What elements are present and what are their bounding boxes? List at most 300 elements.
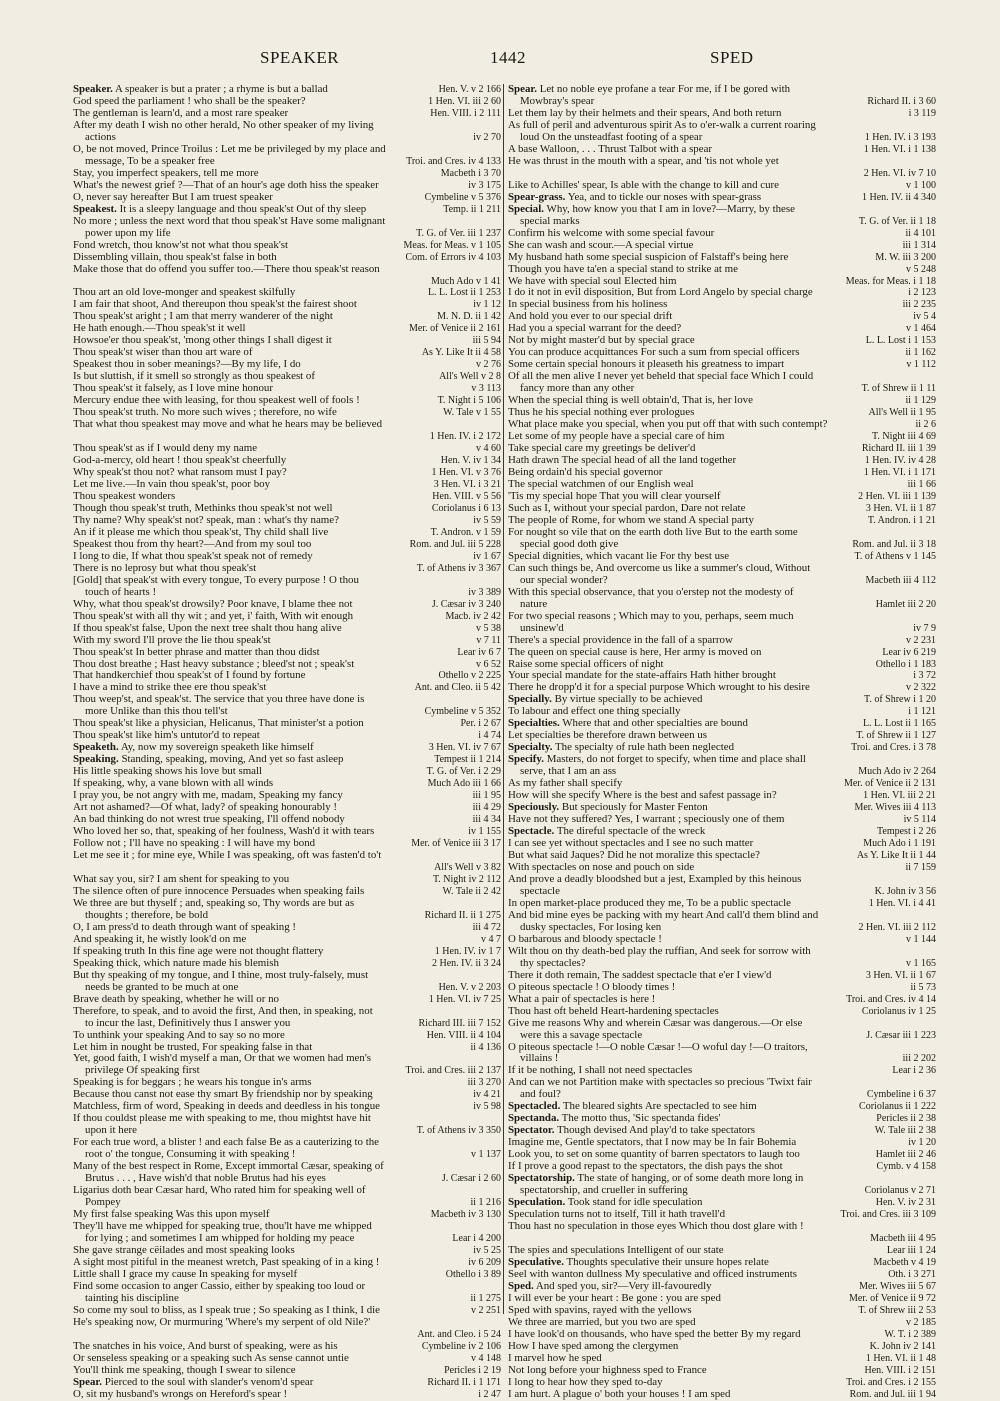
citation-reference: iii 2 202 — [902, 1053, 936, 1065]
quotation-text — [508, 1113, 720, 1125]
quotation-line — [73, 371, 501, 383]
quotation-line — [508, 1365, 936, 1377]
quotation-text — [73, 742, 314, 754]
quotation-line — [508, 934, 936, 946]
quotation-text — [508, 1281, 712, 1293]
quotation-line — [73, 934, 501, 946]
quotation-text — [73, 1281, 365, 1293]
citation-reference: v 5 248 — [906, 263, 936, 275]
quotation-text — [508, 1197, 702, 1209]
quotation-line — [508, 96, 936, 108]
citation-reference: Hen. V. v 2 166 — [438, 84, 501, 95]
citation-reference: 1 Hen. VI. iv 7 25 — [428, 993, 501, 1005]
quotation-text — [73, 1053, 371, 1065]
quotation-body: And hold you ever to our special drift — [508, 311, 673, 323]
quotation-body: And can we not Partition make with spectacles so precious 'Twixt fair — [508, 1077, 812, 1089]
quotation-body: fancy more than any other — [520, 383, 635, 395]
quotation-line — [508, 1221, 936, 1233]
quotation-text — [73, 1209, 269, 1221]
quotation-text — [508, 778, 622, 790]
quotation-line — [508, 479, 936, 491]
citation-reference: Othello v 2 225 — [438, 670, 501, 682]
quotation-text — [520, 1089, 561, 1101]
quotation-line — [73, 814, 501, 826]
quotation-line — [73, 551, 501, 563]
citation-reference: Com. of Errors iv 4 103 — [405, 251, 501, 263]
citation-reference: T. of Athens iv 3 350 — [416, 1125, 501, 1137]
quotation-text — [73, 1161, 384, 1173]
quotation-line — [73, 563, 501, 575]
quotation-body: Hath drawn The special head of all the land together — [508, 455, 737, 467]
citation-reference: Hen. VIII. ii 4 104 — [426, 1029, 501, 1041]
quotation-line — [73, 264, 501, 276]
quotation-line — [73, 479, 501, 491]
quotation-text — [73, 934, 246, 946]
quotation-line — [508, 371, 936, 383]
header-right-word: SPED — [710, 48, 754, 67]
quotation-text — [508, 718, 748, 730]
headword: Specially. — [508, 694, 552, 706]
citation-reference: Hen. VIII. i 2 151 — [864, 1364, 936, 1376]
quotation-text — [73, 1101, 380, 1113]
quotation-line — [73, 132, 501, 144]
quotation-line — [508, 682, 936, 694]
quotation-line — [73, 287, 501, 299]
citation-reference: Othello i 3 89 — [445, 1268, 501, 1280]
headword-entry — [508, 192, 936, 204]
citation-reference: Meas. for Meas. i 1 18 — [845, 275, 936, 287]
quotation-text — [73, 814, 345, 826]
quotation-text — [73, 1365, 296, 1377]
quotation-text — [73, 623, 342, 635]
citation-reference: iv 5 114 — [903, 814, 936, 826]
quotation-line — [73, 946, 501, 958]
quotation-text — [508, 371, 813, 383]
quotation-text — [85, 1149, 295, 1161]
quotation-body: special good doth give — [520, 538, 619, 550]
quotation-body: She gave strange cëilades and most speaking looks — [73, 1244, 295, 1256]
quotation-body: I have a mind to strike thee ere thou speak'st — [73, 682, 267, 694]
citation-reference: iii 4 72 — [472, 921, 501, 933]
citation-reference: ii 4 136 — [470, 1041, 501, 1053]
quotation-text — [73, 1137, 379, 1149]
quotation-body: The spies and speculations Intelligent of our state — [508, 1244, 724, 1256]
headword: Specialty. — [508, 742, 553, 754]
quotation-line — [508, 323, 936, 335]
quotation-text — [508, 1042, 808, 1054]
quotation-text — [73, 108, 288, 120]
quotation-body: Thou speak'st like a physician, Helicanus, That minister'st a potion — [73, 718, 364, 730]
quotation-body: God-a-mercy, old heart ! thou speak'st cheerfully — [73, 455, 287, 467]
quotation-body: Little shall I grace my cause In speaking for myself — [73, 1268, 298, 1280]
quotation-line — [73, 515, 501, 527]
quotation-body: more Unlike than this thou tell'st — [85, 706, 228, 718]
headword: Speaker. — [73, 84, 113, 95]
quotation-line — [73, 1269, 501, 1281]
quotation-body: Yea, and to tickle our noses with spear-grass — [567, 191, 762, 203]
quotation-body: O piteous spectacle ! O bloody times ! — [508, 981, 676, 993]
quotation-text — [508, 419, 827, 431]
quotation-body: If thou couldst please me with speaking to me, thou mightst have hit — [73, 1113, 371, 1125]
quotation-line — [73, 706, 501, 718]
quotation-body: Your special mandate for the state-affairs Hath hither brought — [508, 670, 776, 682]
quotation-line — [508, 467, 936, 479]
quotation-line — [73, 323, 501, 335]
quotation-text — [73, 287, 295, 299]
quotation-text — [73, 515, 339, 527]
quotation-body: Thou dost breathe ; Hast heavy substance ; bleed'st not ; speak'st — [73, 658, 355, 670]
quotation-line — [508, 874, 936, 886]
quotation-body: Can such things be, And overcome us like a summer's cloud, Without — [508, 562, 811, 574]
quotation-body: our special wonder? — [520, 574, 608, 586]
headword-entry — [508, 1113, 936, 1125]
headword-entry — [508, 1197, 936, 1209]
quotation-body: My first false speaking Was this upon myself — [73, 1209, 270, 1221]
quotation-text — [73, 1185, 366, 1197]
quotation-text — [508, 850, 760, 862]
headword-entry — [508, 742, 936, 754]
quotation-line — [73, 982, 501, 994]
quotation-body: Speakest thou in sober meanings?—By my life, I do — [73, 359, 301, 371]
quotation-text — [508, 1269, 797, 1281]
headword: Spectacled. — [508, 1101, 561, 1113]
quotation-text — [508, 359, 784, 371]
headword-entry — [508, 1173, 936, 1185]
quotation-body: Speakest thou from thy heart?—And from my soul too — [73, 538, 312, 550]
quotation-line — [73, 623, 501, 635]
quotation-line — [73, 1125, 501, 1137]
quotation-text — [508, 491, 720, 503]
quotation-text — [508, 1173, 803, 1185]
quotation-text — [508, 647, 761, 659]
citation-reference: v 2 76 — [476, 359, 501, 371]
quotation-text — [508, 1161, 783, 1173]
quotation-line — [508, 1161, 936, 1173]
quotation-body: We have with special soul Elected him — [508, 275, 677, 287]
quotation-body: The snatches in his voice, And burst of speaking, were as his — [73, 1340, 338, 1352]
quotation-text — [73, 682, 266, 694]
quotation-body: O piteous spectacle !—O noble Cæsar !—O woful day !—O traitors, — [508, 1041, 808, 1053]
quotation-body: Make those that do offend you suffer too.—There thou speak'st reason — [73, 263, 380, 275]
quotation-line — [73, 1030, 501, 1042]
quotation-text — [508, 862, 694, 874]
quotation-text — [508, 1377, 663, 1389]
quotation-line — [73, 240, 501, 252]
quotation-text — [520, 383, 634, 395]
quotation-line — [508, 1341, 936, 1353]
quotation-line — [508, 563, 936, 575]
quotation-body: An if it please me which thou speak'st, Thy child shall live — [73, 526, 329, 538]
citation-reference: iv 5 59 — [473, 514, 501, 526]
quotation-line — [73, 1173, 501, 1185]
quotation-text — [73, 323, 246, 335]
quotation-body: Many of the best respect in Rome, Except immortal Cæsar, speaking of — [73, 1161, 384, 1173]
quotation-body: You'll think me speaking, though I swear to silence — [73, 1364, 296, 1376]
citation-reference: Hen. V. v 2 203 — [438, 981, 501, 993]
quotation-text — [73, 216, 385, 228]
headword: Sped. — [508, 1280, 534, 1292]
citation-reference: Lear iv 6 219 — [882, 646, 936, 658]
quotation-text — [73, 850, 381, 862]
quotation-line — [73, 1245, 501, 1257]
quotation-body: How will she specify Where is the best and safest passage in? — [508, 790, 777, 802]
quotation-text — [73, 611, 353, 623]
quotation-text — [85, 1233, 354, 1245]
quotation-text — [508, 180, 779, 192]
citation-reference: i 1 121 — [908, 706, 936, 718]
quotation-body: The silence often of pure innocence Persuades when speaking fails — [73, 885, 365, 897]
quotation-line — [73, 383, 501, 395]
quotation-body: The special watchmen of our English weal — [508, 478, 694, 490]
quotation-text — [73, 252, 277, 264]
citation-reference: iii 3 270 — [467, 1077, 501, 1089]
quotation-body: dusky spectacles, For losing ken — [520, 921, 662, 933]
quotation-line — [73, 670, 501, 682]
quotation-line — [508, 491, 936, 503]
quotation-line — [508, 575, 936, 587]
citation-reference: Hen. V. iv 1 34 — [440, 455, 501, 467]
quotation-body: Let him in nought be trusted, For speaking false in that — [73, 1041, 313, 1053]
running-header — [70, 48, 930, 72]
quotation-line — [508, 443, 936, 455]
quotation-line — [508, 814, 936, 826]
quotation-body: thy spectacles? — [520, 957, 586, 969]
quotation-text — [508, 838, 753, 850]
quotation-text — [508, 431, 725, 443]
citation-reference: v 1 464 — [906, 323, 936, 335]
citation-reference: 1 Hen. IV. iv 4 28 — [864, 455, 936, 467]
quotation-line — [73, 1089, 501, 1101]
quotation-line — [508, 276, 936, 288]
quotation-text — [508, 1137, 796, 1149]
quotation-body: The bleared sights Are spectacled to see him — [562, 1101, 757, 1113]
headword: Spectatorship. — [508, 1173, 575, 1185]
quotation-line — [508, 407, 936, 419]
quotation-body: needs be granted to be much at one — [85, 981, 239, 993]
quotation-body: It is a sleepy language and thou speak'st Out of thy sleep — [119, 203, 367, 215]
citation-reference: 1 Hen. IV. i 2 172 — [429, 431, 501, 443]
citation-reference: Hen. V. iv 2 31 — [875, 1197, 936, 1209]
citation-reference: iv 1 155 — [468, 826, 501, 838]
quotation-line — [73, 826, 501, 838]
quotation-line — [73, 850, 501, 862]
quotation-text — [73, 503, 333, 515]
quotation-line — [508, 144, 936, 156]
quotation-text — [508, 479, 694, 491]
citation-reference: Cymbeline v 5 376 — [424, 191, 501, 203]
quotation-text — [508, 587, 794, 599]
quotation-text — [508, 204, 795, 216]
quotation-line — [73, 216, 501, 228]
citation-reference: Cymbeline i 6 37 — [866, 1089, 936, 1101]
citation-reference: Temp. ii 1 211 — [443, 203, 501, 215]
headword-entry — [508, 802, 936, 814]
citation-reference: W. T. i 2 389 — [884, 1328, 936, 1340]
citation-reference: 3 Hen. VI. i 3 21 — [433, 478, 501, 490]
quotation-line — [508, 1018, 936, 1030]
quotation-line — [73, 1257, 501, 1269]
quotation-text — [508, 264, 738, 276]
quotation-text — [73, 84, 328, 96]
quotation-body: And bid mine eyes be packing with my heart And call'd them blind and — [508, 909, 819, 921]
quotation-body: Imagine me, Gentle spectators, that I now may be In fair Bohemia — [508, 1137, 797, 1149]
citation-reference: v 1 165 — [906, 957, 936, 969]
quotation-line — [73, 1233, 501, 1245]
quotation-body: Had you a special warrant for the deed? — [508, 323, 682, 335]
quotation-line — [508, 970, 936, 982]
quotation-body: The motto thus, 'Sic spectanda fides' — [561, 1113, 721, 1125]
quotation-line — [73, 898, 501, 910]
quotation-line — [73, 539, 501, 551]
citation-reference: ii 1 275 — [470, 1292, 501, 1304]
quotation-body: loud On the unsteadfast footing of a spear — [520, 131, 703, 143]
quotation-text — [73, 1269, 297, 1281]
quotation-text — [508, 84, 790, 96]
quotation-body: But thy speaking of my tongue, and I thine, most truly-falsely, must — [73, 969, 369, 981]
headword-entry — [508, 694, 936, 706]
quotation-body: Thou speak'st In better phrase and matter than thou didst — [73, 646, 320, 658]
quotation-line — [508, 1305, 936, 1317]
citation-reference: 1 Hen. IV. iv 1 7 — [434, 945, 501, 957]
quotation-line — [508, 587, 936, 599]
quotation-body: Not by might master'd but by special grace — [508, 335, 695, 347]
citation-reference: i 3 119 — [908, 107, 936, 119]
citation-reference: Mer. of Venice ii 2 161 — [408, 323, 501, 335]
quotation-line — [73, 1365, 501, 1377]
quotation-text — [85, 132, 116, 144]
quotation-text — [73, 1113, 371, 1125]
headword: Specialties. — [508, 718, 560, 730]
quotation-line — [73, 1077, 501, 1089]
citation-reference: 2 Hen. IV. ii 3 24 — [432, 957, 501, 969]
quotation-line — [508, 287, 936, 299]
quotation-line — [73, 1281, 501, 1293]
quotation-body: Thou art an old love-monger and speakest skilfully — [73, 287, 296, 299]
quotation-body: Fond wretch, thou know'st not what thou speak'st — [73, 239, 289, 251]
quotation-body: The specialty of rule hath been neglected — [555, 742, 735, 754]
quotation-text — [73, 1077, 311, 1089]
quotation-body: Thou hast oft beheld Heart-hardening spectacles — [508, 1005, 719, 1017]
quotation-line — [508, 395, 936, 407]
quotation-line — [73, 252, 501, 264]
citation-reference: ii 2 6 — [915, 419, 936, 431]
quotation-body: Is but sluttish, if it smell so strongly as thou speakest of — [73, 371, 316, 383]
quotation-line — [508, 335, 936, 347]
citation-reference: iv 1 20 — [908, 1137, 936, 1149]
headword-entry — [508, 204, 936, 216]
quotation-line — [508, 347, 936, 359]
quotation-text — [73, 694, 364, 706]
quotation-line — [508, 503, 936, 515]
quotation-line — [508, 228, 936, 240]
quotation-text — [73, 419, 382, 431]
citation-reference: T. Andron. v 1 59 — [430, 526, 501, 538]
quotation-line — [73, 276, 501, 288]
quotation-body: Howsoe'er thou speak'st, 'mong other things I shall digest it — [73, 335, 332, 347]
headword-entry — [508, 1257, 936, 1269]
quotation-text — [508, 1245, 724, 1257]
quotation-body: Thou hast no speculation in those eyes Which thou dost glare with ! — [508, 1221, 804, 1233]
quotation-line — [73, 144, 501, 156]
quotation-text — [85, 1197, 121, 1209]
headword: Spear-grass. — [508, 191, 566, 203]
quotation-body: Though you have ta'en a special stand to strike at me — [508, 263, 738, 275]
quotation-text — [508, 1329, 801, 1341]
quotation-text — [508, 814, 785, 826]
quotation-line — [73, 192, 501, 204]
quotation-text — [73, 1317, 370, 1329]
quotation-body: How I have sped among the clergymen — [508, 1340, 679, 1352]
quotation-line — [73, 970, 501, 982]
quotation-body: Ay, now my sovereign speaketh like himself — [120, 742, 314, 754]
quotation-text — [73, 527, 328, 539]
quotation-text — [73, 1353, 349, 1365]
quotation-text — [73, 264, 380, 276]
citation-reference: T. Night iv 2 112 — [432, 873, 501, 885]
quotation-body: I will ever be your heart : Be gone : you are sped — [508, 1292, 721, 1304]
quotation-text — [508, 706, 681, 718]
quotation-text — [73, 718, 364, 730]
quotation-body: Let no noble eye profane a tear For me, if I be gored with — [539, 84, 791, 95]
quotation-body: If speaking truth In this fine age were not thought flattery — [73, 945, 324, 957]
quotation-body: Speculation turns not to itself, Till it hath travell'd — [508, 1209, 726, 1221]
quotation-text — [73, 1245, 295, 1257]
quotation-text — [73, 192, 273, 204]
citation-reference: T. of Shrew ii 1 11 — [861, 383, 936, 395]
quotation-text — [73, 467, 287, 479]
quotation-body: And speaking it, he wistly look'd on me — [73, 933, 247, 945]
quotation-text — [508, 144, 712, 156]
headword: Spectanda. — [508, 1113, 560, 1125]
quotation-line — [508, 431, 936, 443]
quotation-text — [508, 1101, 757, 1113]
quotation-text — [73, 575, 359, 587]
quotation-line — [508, 108, 936, 120]
quotation-text — [508, 299, 667, 311]
citation-reference: 1 Hen. VI. v 3 76 — [431, 467, 501, 478]
citation-reference: Pericles ii 2 38 — [876, 1113, 936, 1125]
quotation-text — [508, 1389, 730, 1401]
quotation-text — [85, 1293, 179, 1305]
quotation-text — [508, 108, 781, 120]
quotation-body: Thus he his special nothing ever prologues — [508, 407, 695, 419]
citation-reference: v 7 11 — [476, 634, 501, 646]
quotation-body: I long to hear how they sped to-day — [508, 1376, 663, 1388]
quotation-text — [73, 479, 270, 491]
quotation-line — [73, 527, 501, 539]
quotation-line — [508, 1006, 936, 1018]
quotation-line — [508, 216, 936, 228]
quotation-line — [73, 180, 501, 192]
quotation-line — [73, 503, 501, 515]
citation-reference: Cymbeline v 5 352 — [424, 706, 501, 718]
quotation-body: Find some occasion to anger Cassio, either by speaking too loud or — [73, 1280, 366, 1292]
quotation-body: Dissembling villain, thou speak'st false in both — [73, 251, 277, 263]
quotation-body: He's speaking now, Or murmuring 'Where's my serpent of old Nile?' — [73, 1316, 371, 1328]
quotation-body: If speaking, why, a vane blown with all winds — [73, 778, 274, 790]
quotation-line — [508, 1269, 936, 1281]
quotation-text — [73, 539, 311, 551]
quotation-line — [73, 1053, 501, 1065]
citation-reference: T. G. of Ver. ii 1 18 — [858, 215, 936, 227]
citation-reference: Macbeth v 4 19 — [873, 1256, 936, 1268]
quotation-text — [85, 1018, 290, 1030]
quotation-body: Art not ashamed?—Of what, lady? of speaking honourably ! — [73, 802, 338, 814]
quotation-line — [508, 623, 936, 635]
citation-reference: Ant. and Cleo. i 5 24 — [417, 1328, 501, 1340]
citation-reference: J. Cæsar i 2 60 — [441, 1173, 501, 1185]
quotation-line — [73, 347, 501, 359]
